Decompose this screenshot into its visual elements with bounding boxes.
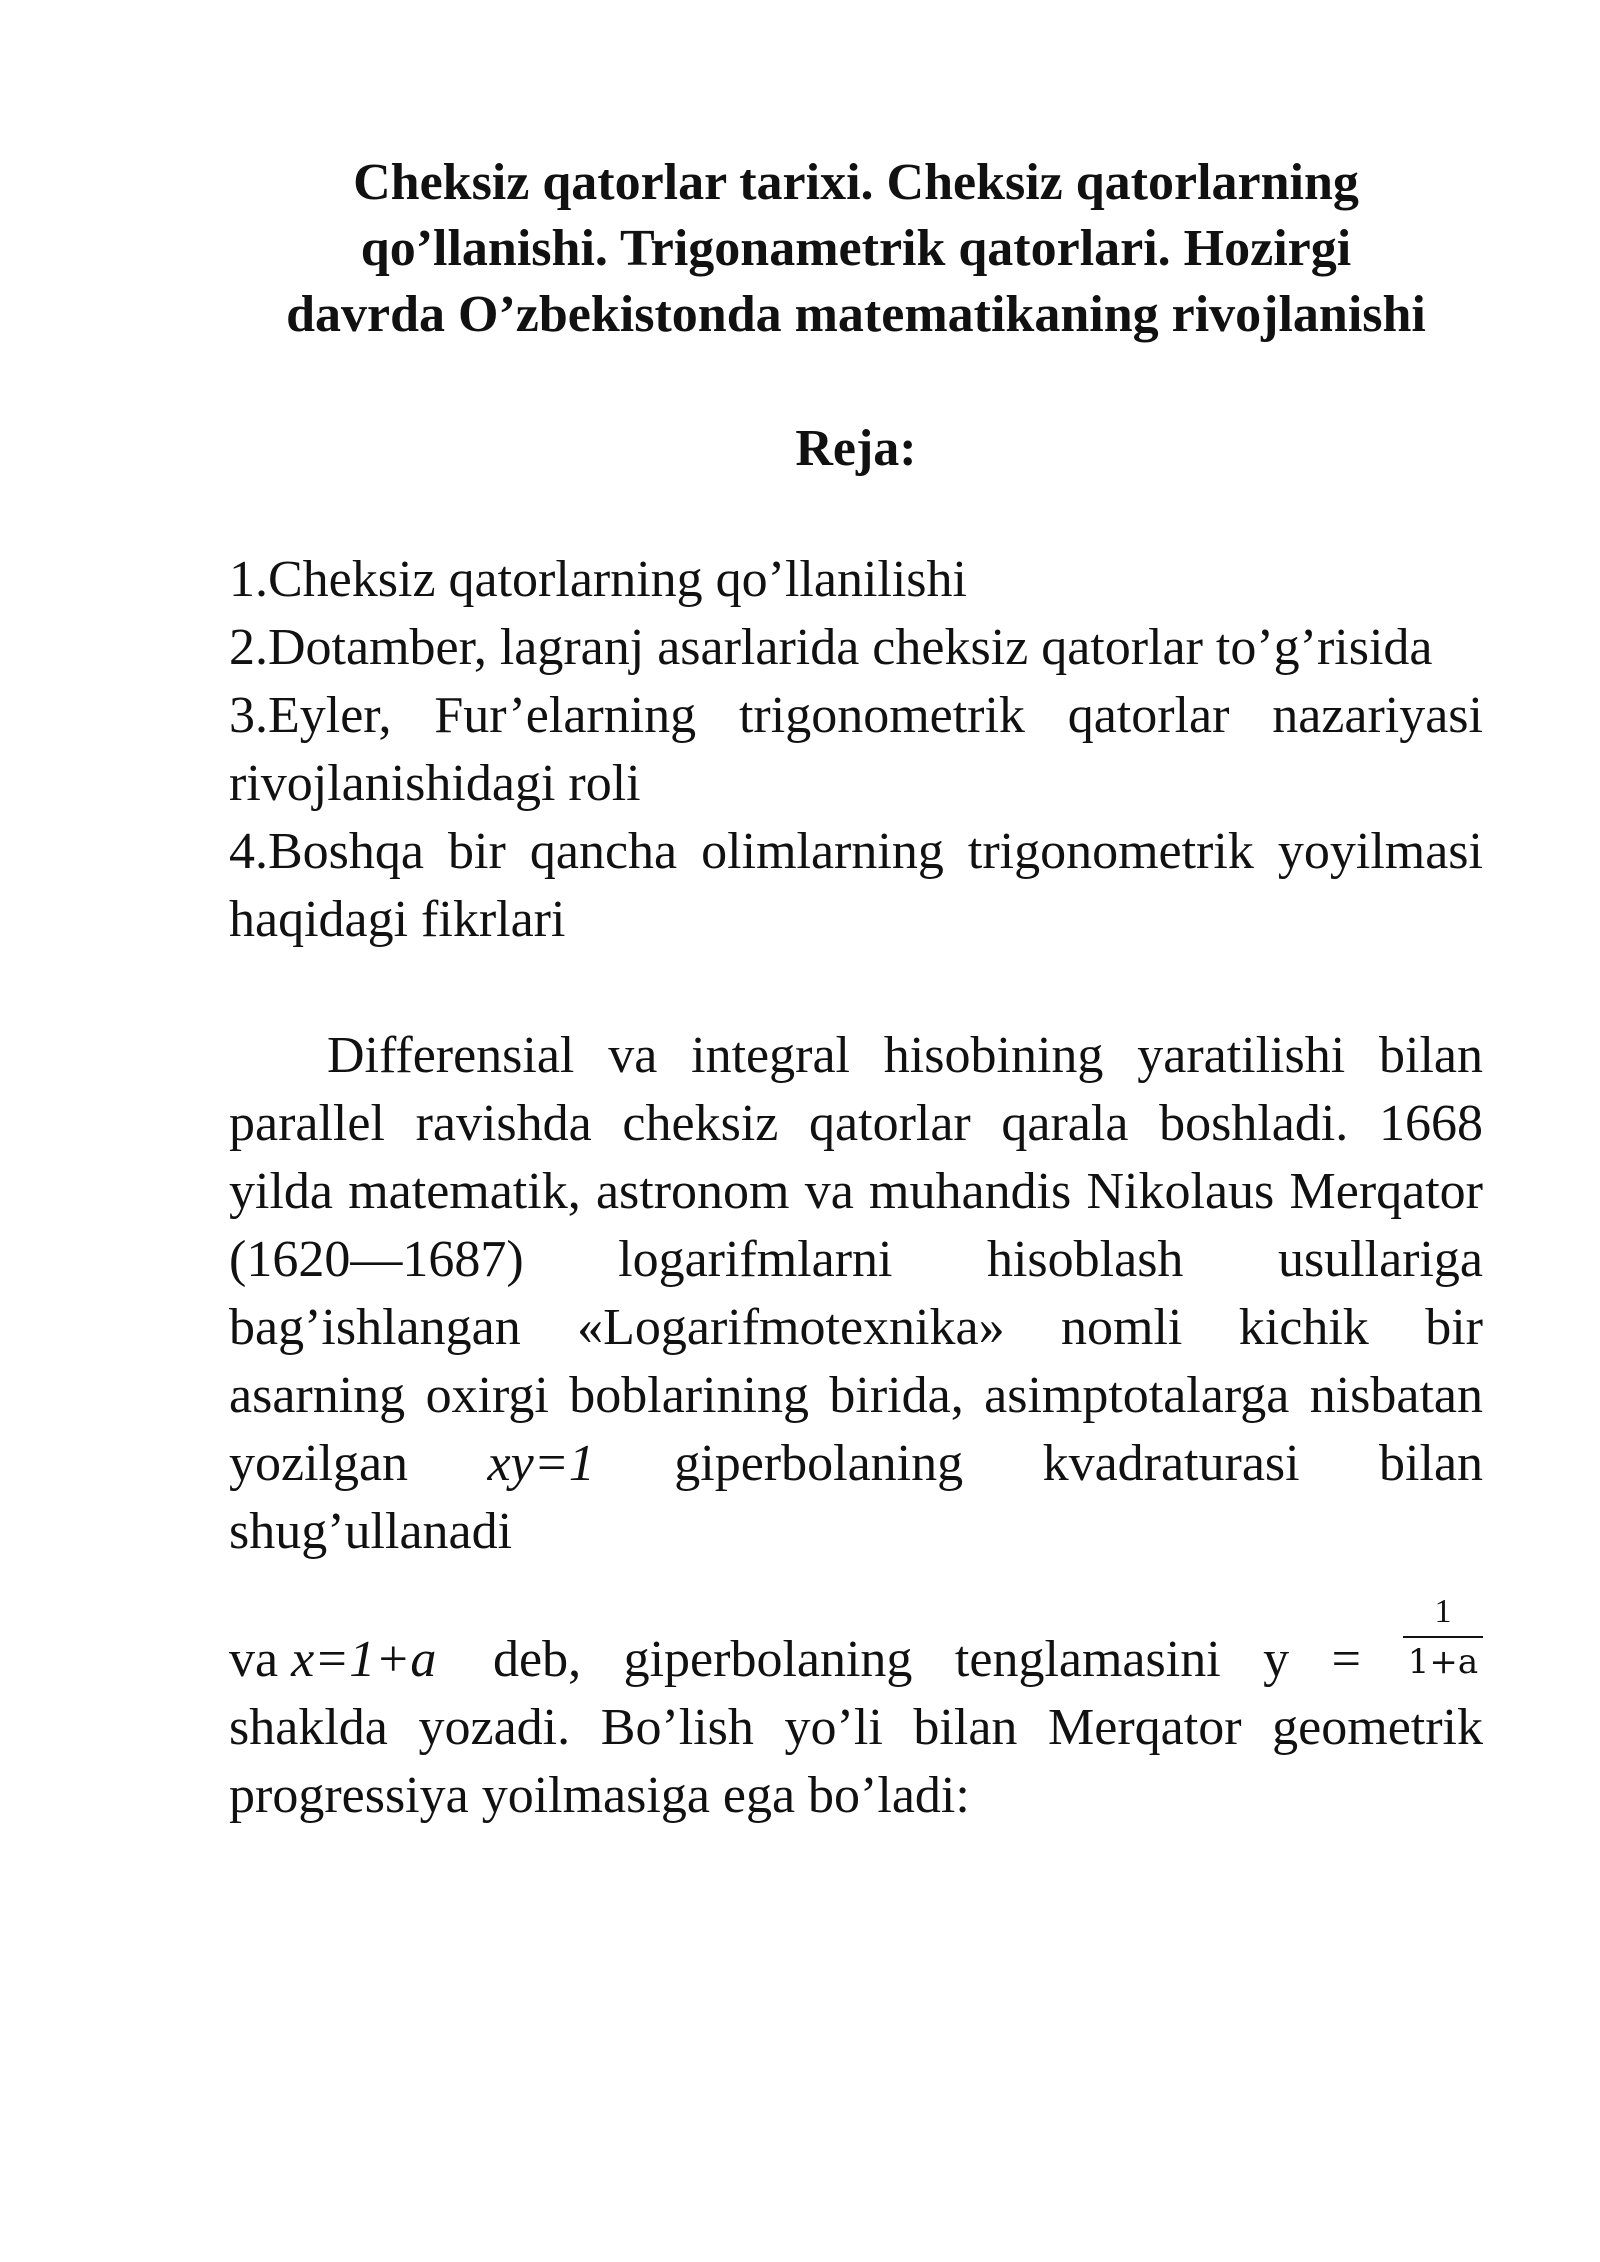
plan-item <box>229 546 1483 614</box>
document-page <box>229 150 1483 1830</box>
plan-item <box>229 614 1483 682</box>
equation-line <box>229 1566 1483 1694</box>
plan-item <box>229 818 1483 954</box>
formula-xy: xy=1 <box>487 1435 595 1492</box>
fraction-denominator: 1+a <box>1407 1642 1479 1682</box>
plan-item-text: Dotamber, lagranj asarlarida cheksiz qatorlar to’g’risida <box>268 619 1433 676</box>
document-title: Cheksiz qatorlar tarixi. Cheksiz qatorlarning qo’llanishi. Trigonametrik qatorlari. Hozirgi davrda O’zbekistonda matematikaning rivojlanishi <box>286 154 1426 343</box>
fraction <box>1403 1592 1483 1682</box>
plan-item-number: 1. <box>229 551 268 608</box>
plan-item-text: Cheksiz qatorlarning qo’llanilishi <box>268 551 967 608</box>
paragraph-1-end: giperbolaning kvadraturasi bilan shug’ullanadi <box>229 1435 1484 1560</box>
paragraph-1-main: Differensial va integral hisobining yaratilishi bilan parallel ravishda cheksiz qatorlar qarala boshladi. 1668 yilda matematik, astronom va muhandis Nikolaus Merqator (1620—1687) logarifmlarni hisoblash usullariga bag’ishlangan «Logarifmotexnika» nomli kichik bir asarning oxirgi boblarining birida, asimptotalarga nisbatan yozilgan <box>229 1027 1483 1492</box>
eq-line-prefix: va <box>229 1631 279 1688</box>
plan-item-text: Eyler, Fur’elarning trigonometrik qatorlar nazariyasi rivojlanishidagi roli <box>229 687 1483 812</box>
formula-x: x=1+a <box>291 1631 437 1688</box>
paragraph-1 <box>229 1022 1483 1566</box>
plan-heading: Reja: <box>795 420 917 477</box>
plan-item-number: 3. <box>229 687 268 744</box>
plan-item-number: 4. <box>229 823 268 880</box>
plan-item-number: 2. <box>229 619 268 676</box>
plan-item <box>229 682 1483 818</box>
equation-line-start <box>229 1626 436 1694</box>
fraction-numerator: 1 <box>1403 1592 1483 1638</box>
plan-item-text: Boshqa bir qancha olimlarning trigonometrik yoyilmasi haqidagi fikrlari <box>229 823 1483 948</box>
plan-list <box>229 546 1483 954</box>
paragraph-2: shaklda yozadi. Bo’lish yo’li bilan Merqator geometrik progressiya yoilmasiga ega bo’ladi: <box>229 1699 1483 1824</box>
equation-line-text: deb, giperbolaning tenglamasini y = <box>493 1631 1361 1688</box>
